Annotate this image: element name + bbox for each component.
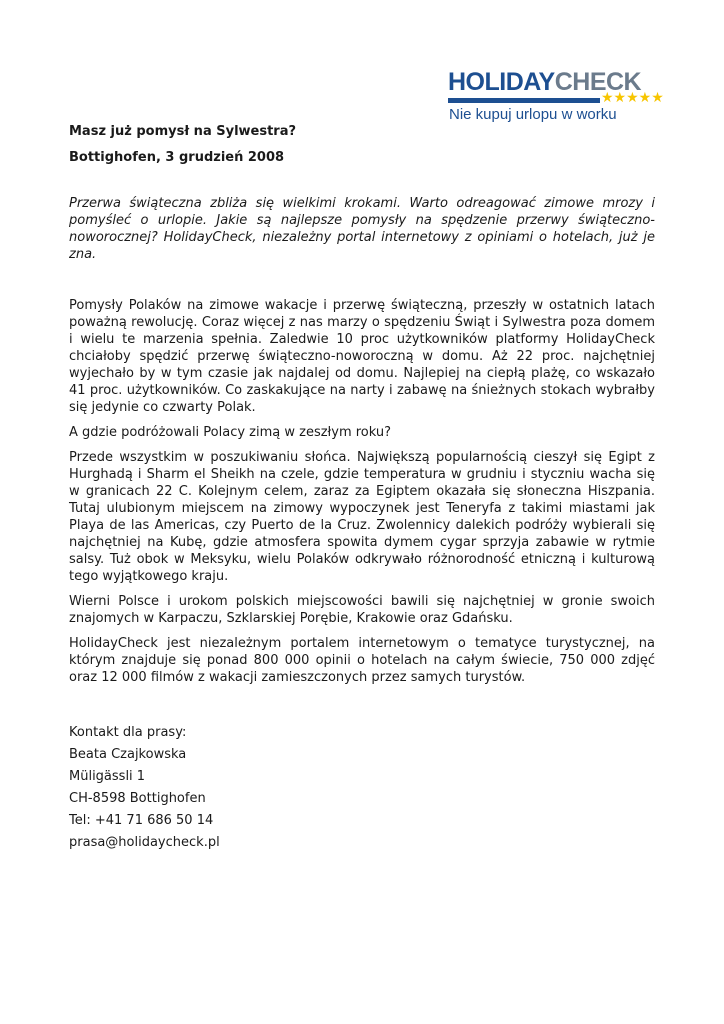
press-contact bbox=[69, 722, 655, 854]
contact-heading: Kontakt dla prasy: bbox=[69, 725, 187, 740]
contact-phone: Tel: +41 71 686 50 14 bbox=[69, 813, 214, 828]
article-paragraph: Pomysły Polaków na zimowe wakacje i przerwę świąteczną, przeszły w ostatnich latach poważną rewolucję. Coraz więcej z nas marzy o spędzeniu Świąt i Sylwestra poza domem i wielu te marzenia spełnia. Zaledwie 10 proc użytkowników platformy HolidayCheck chciałoby spędzić przerwę świąteczno-noworoczną w domu. Aż 22 proc. najchętniej wyjechało by w tym czasie jak najdalej od domu. Najlepiej na ciepłą plażę, co wskazało 41 proc. użytkowników. Co zaskakujące na narty i zabawę na śnieżnych stokach wybrałby się jedynie co czwarty Polak. bbox=[69, 298, 655, 415]
holidaycheck-logo bbox=[443, 68, 664, 124]
contact-street: Müligässli 1 bbox=[69, 769, 146, 784]
logo-tagline: Nie kupuj urlopu w worku bbox=[449, 106, 617, 123]
article-dateline: Bottighofen, 3 grudzień 2008 bbox=[69, 150, 285, 165]
contact-name: Beata Czajkowska bbox=[69, 747, 187, 762]
article-paragraph: Przede wszystkim w poszukiwaniu słońca. Największą popularnością cieszył się Egipt z Hurghadą i Sharm el Sheikh na czele, gdzie temperatura w grudniu i styczniu wacha się w granicach 22 C. Kolejnym celem, zaraz za Egiptem okazała się słoneczna Hiszpania. Tutaj ulubionym miejscem na zimowy wypoczynek jest Teneryfa z takimi miastami jak Playa de las Americas, czy Puerto de la Cruz. Zwolennicy dalekich podróży wybierali się najchętniej na Kubę, gdzie atmosfera spowita dymem cygar sprzyja zabawie w rytmie salsy. Tuż obok w Meksyku, wielu Polaków odkrywało różnorodność etniczną i kulturową tego wyjątkowego kraju. bbox=[69, 450, 655, 584]
article-body bbox=[69, 195, 655, 854]
article-paragraph: A gdzie podróżowali Polacy zimą w zeszłym roku? bbox=[69, 425, 392, 440]
logo-underline-bar bbox=[448, 98, 600, 103]
logo-word-check: CHECK bbox=[554, 68, 642, 96]
logo-word-holiday: HOLIDAY bbox=[448, 68, 555, 96]
contact-city: CH-8598 Bottighofen bbox=[69, 791, 206, 806]
article-lead: Przerwa świąteczna zbliża się wielkimi krokami. Warto odreagować zimowe mrozy i pomyśleć o urlopie. Jakie są najlepsze pomysły na spędzenie przerwy świąteczno-noworocznej? HolidayCheck, niezależny portal internetowy z opiniami o hotelach, już je zna. bbox=[69, 196, 655, 262]
article-paragraph: Wierni Polsce i urokom polskich miejscowości bawili się najchętniej w gronie swoich znajomych w Karpaczu, Szklarskiej Porębie, Krakowie oraz Gdańsku. bbox=[69, 594, 655, 626]
star-rating-icon: ★★★★★ bbox=[601, 90, 664, 106]
article-paragraph: HolidayCheck jest niezależnym portalem internetowym o tematyce turystycznej, na którym znajduje się ponad 800 000 opinii o hotelach na całym świecie, 750 000 zdjęć oraz 12 000 filmów z wakacji zamieszczonych przez samych turystów. bbox=[69, 636, 655, 685]
contact-email: prasa@holidaycheck.pl bbox=[69, 835, 220, 850]
article-title: Masz już pomysł na Sylwestra? bbox=[69, 124, 297, 139]
